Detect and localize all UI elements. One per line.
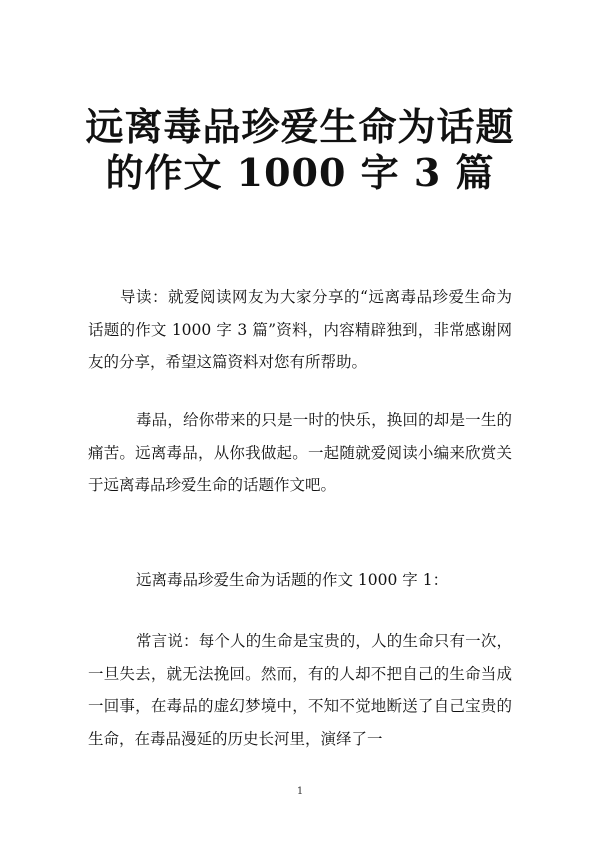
intro-paragraph: 导读：就爱阅读网友为大家分享的“远离毒品珍爱生命为话题的作文 1000 字 3 篇”资料，内容精辟独到，非常感谢网友的分享，希望这篇资料对您有所帮助。 [88, 288, 512, 371]
lead-paragraph: 毒品，给你带来的只是一时的快乐，换回的却是一生的痛苦。远离毒品，从你我做起。一起随就爱阅读小编来欣赏关于远离毒品珍爱生命的话题作文吧。 [88, 411, 512, 494]
essay-1-heading: 远离毒品珍爱生命为话题的作文 1000 字 1： [136, 571, 449, 589]
document-title-line-1: 远离毒品珍爱生命为话题 [85, 104, 515, 149]
essay-1-body: 常言说：每个人的生命是宝贵的，人的生命只有一次，一旦失去，就无法挽回。然而，有的人却不把自己的生命当成一回事，在毒品的虚幻梦境中，不知不觉地断送了自己宝贵的生命，在毒品漫延的历史长河里，演绎了一 [88, 632, 512, 748]
document-title-line-2: 的作文 1000 字 3 篇 [105, 150, 495, 195]
page-number: 1 [296, 786, 304, 797]
